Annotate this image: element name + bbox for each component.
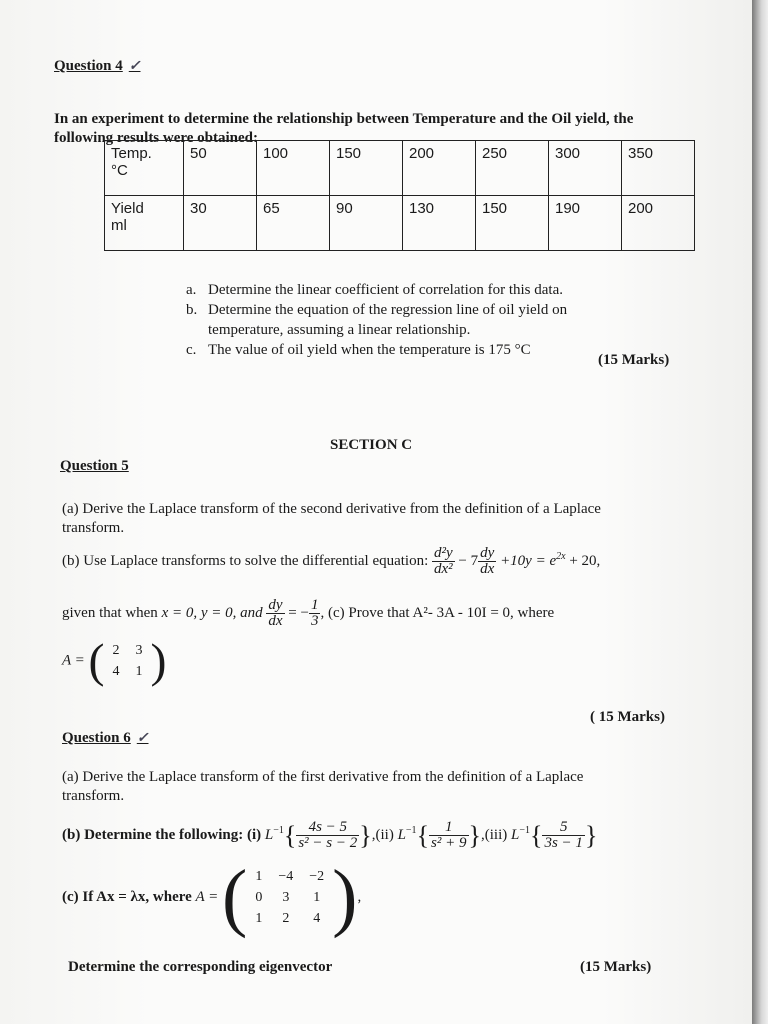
question-4-title: Question 4 [54, 58, 123, 74]
table-cell: 200 [403, 141, 476, 196]
table-cell: 90 [330, 196, 403, 251]
question-5-heading: Question 5 [60, 458, 129, 474]
table-cell: 200 [622, 196, 695, 251]
checkmark-icon: ✓ [128, 59, 141, 74]
list-item-continuation: temperature, assuming a linear relationship. [208, 322, 471, 338]
table-row-temperature [105, 141, 695, 196]
left-paren: ( [222, 855, 248, 939]
initial-derivative-fraction: $\frac{dy}{dx}$ [268, 597, 283, 629]
matrix-a-3x3: 1 −4 −2 0 3 1 1 2 4 [255, 869, 325, 926]
table-cell: 130 [403, 196, 476, 251]
first-derivative-fraction: $\frac{dy}{dx}$ [480, 545, 495, 577]
table-row-yield [105, 196, 695, 251]
table-cell: 150 [476, 196, 549, 251]
right-paren: ) [332, 855, 358, 939]
table-cell: 65 [257, 196, 330, 251]
list-item: b. Determine the equation of the regression line of oil yield on [186, 302, 568, 318]
table-header-temp: Temp. °C [105, 141, 184, 196]
question-5-marks: ( 15 Marks) [590, 709, 665, 725]
table-cell: 100 [257, 141, 330, 196]
table-cell: 190 [549, 196, 622, 251]
results-table [104, 140, 695, 251]
table-cell: 350 [622, 141, 695, 196]
one-third-fraction: $\frac{1}{3}$ [310, 597, 319, 629]
question-5-part-b: (b) Use Laplace transforms to solve the differential equation: $\frac{\text{d²y}}{\text{dx²}}$ − 7 $\frac{dy}{dx}$ $+10y = e^{2x} + 20$, [62, 545, 601, 577]
table-header-yield: Yield ml [105, 196, 184, 251]
intro-line-2: following results were obtained: [54, 130, 259, 146]
page-edge-shadow [752, 0, 768, 1024]
fraction-3: $\frac{5}{3s - 1}$ [544, 819, 583, 851]
intro-line-1: In an experiment to determine the relationship between Temperature and the Oil yield, the [54, 111, 634, 127]
table-cell: 50 [184, 141, 257, 196]
table-cell: 150 [330, 141, 403, 196]
question-6-final-instruction: Determine the corresponding eigenvector [68, 959, 333, 975]
question-6-part-c: (c) If Ax = λx, where A = ( 1 −4 −2 0 3 1 1 2 4 ), [62, 855, 362, 939]
right-paren: ) [150, 634, 167, 688]
question-6-part-a: (a) Derive the Laplace transform of the first derivative from the definition of a Laplace transform. [62, 769, 584, 804]
fraction-1: $\frac{4s - 5}{\text{s² − s − 2}}$ [298, 819, 358, 851]
table-cell: 30 [184, 196, 257, 251]
question-5-conditions: given that when x = 0, y = 0, and $\frac{dy}{dx}$ = − $\frac{1}{3}$ , (c) Prove that A²- 3A - 10I = 0, where [62, 597, 555, 629]
matrix-a-2x2: 2 3 4 1 [112, 643, 143, 679]
checkmark-icon: ✓ [136, 731, 149, 746]
question-4-heading [54, 58, 141, 75]
question-6-heading [62, 730, 149, 747]
question-5-part-a: (a) Derive the Laplace transform of the second derivative from the definition of a Laplace transform. [62, 501, 601, 536]
question-6-marks: (15 Marks) [580, 959, 652, 975]
question-6-title: Question 6 [62, 730, 131, 746]
table-cell: 300 [549, 141, 622, 196]
question-5-matrix: A = ( 2 3 4 1 ) [62, 634, 167, 688]
list-item: c. The value of oil yield when the temperature is 175 °C [186, 342, 531, 358]
list-item: a. Determine the linear coefficient of correlation for this data. [186, 282, 563, 298]
second-derivative-fraction: $\frac{\text{d²y}}{\text{dx²}}$ [434, 545, 453, 577]
question-6-part-b: (b) Determine the following: (i) $L^{-1}${ $\frac{4s - 5}{\text{s² − s − 2}}$ },(ii) $L^{-1}${ $\frac{1}{\text{s² + 9}}$ },(iii) $L^{-1}${ $\frac{5}{3s - 1}$ } [62, 819, 598, 851]
section-heading: SECTION C [330, 437, 413, 453]
question-4-subparts [186, 280, 686, 360]
left-paren: ( [88, 634, 105, 688]
question-4-marks: (15 Marks) [598, 352, 670, 368]
fraction-2: $\frac{1}{\text{s² + 9}}$ [431, 819, 467, 851]
table-cell: 250 [476, 141, 549, 196]
